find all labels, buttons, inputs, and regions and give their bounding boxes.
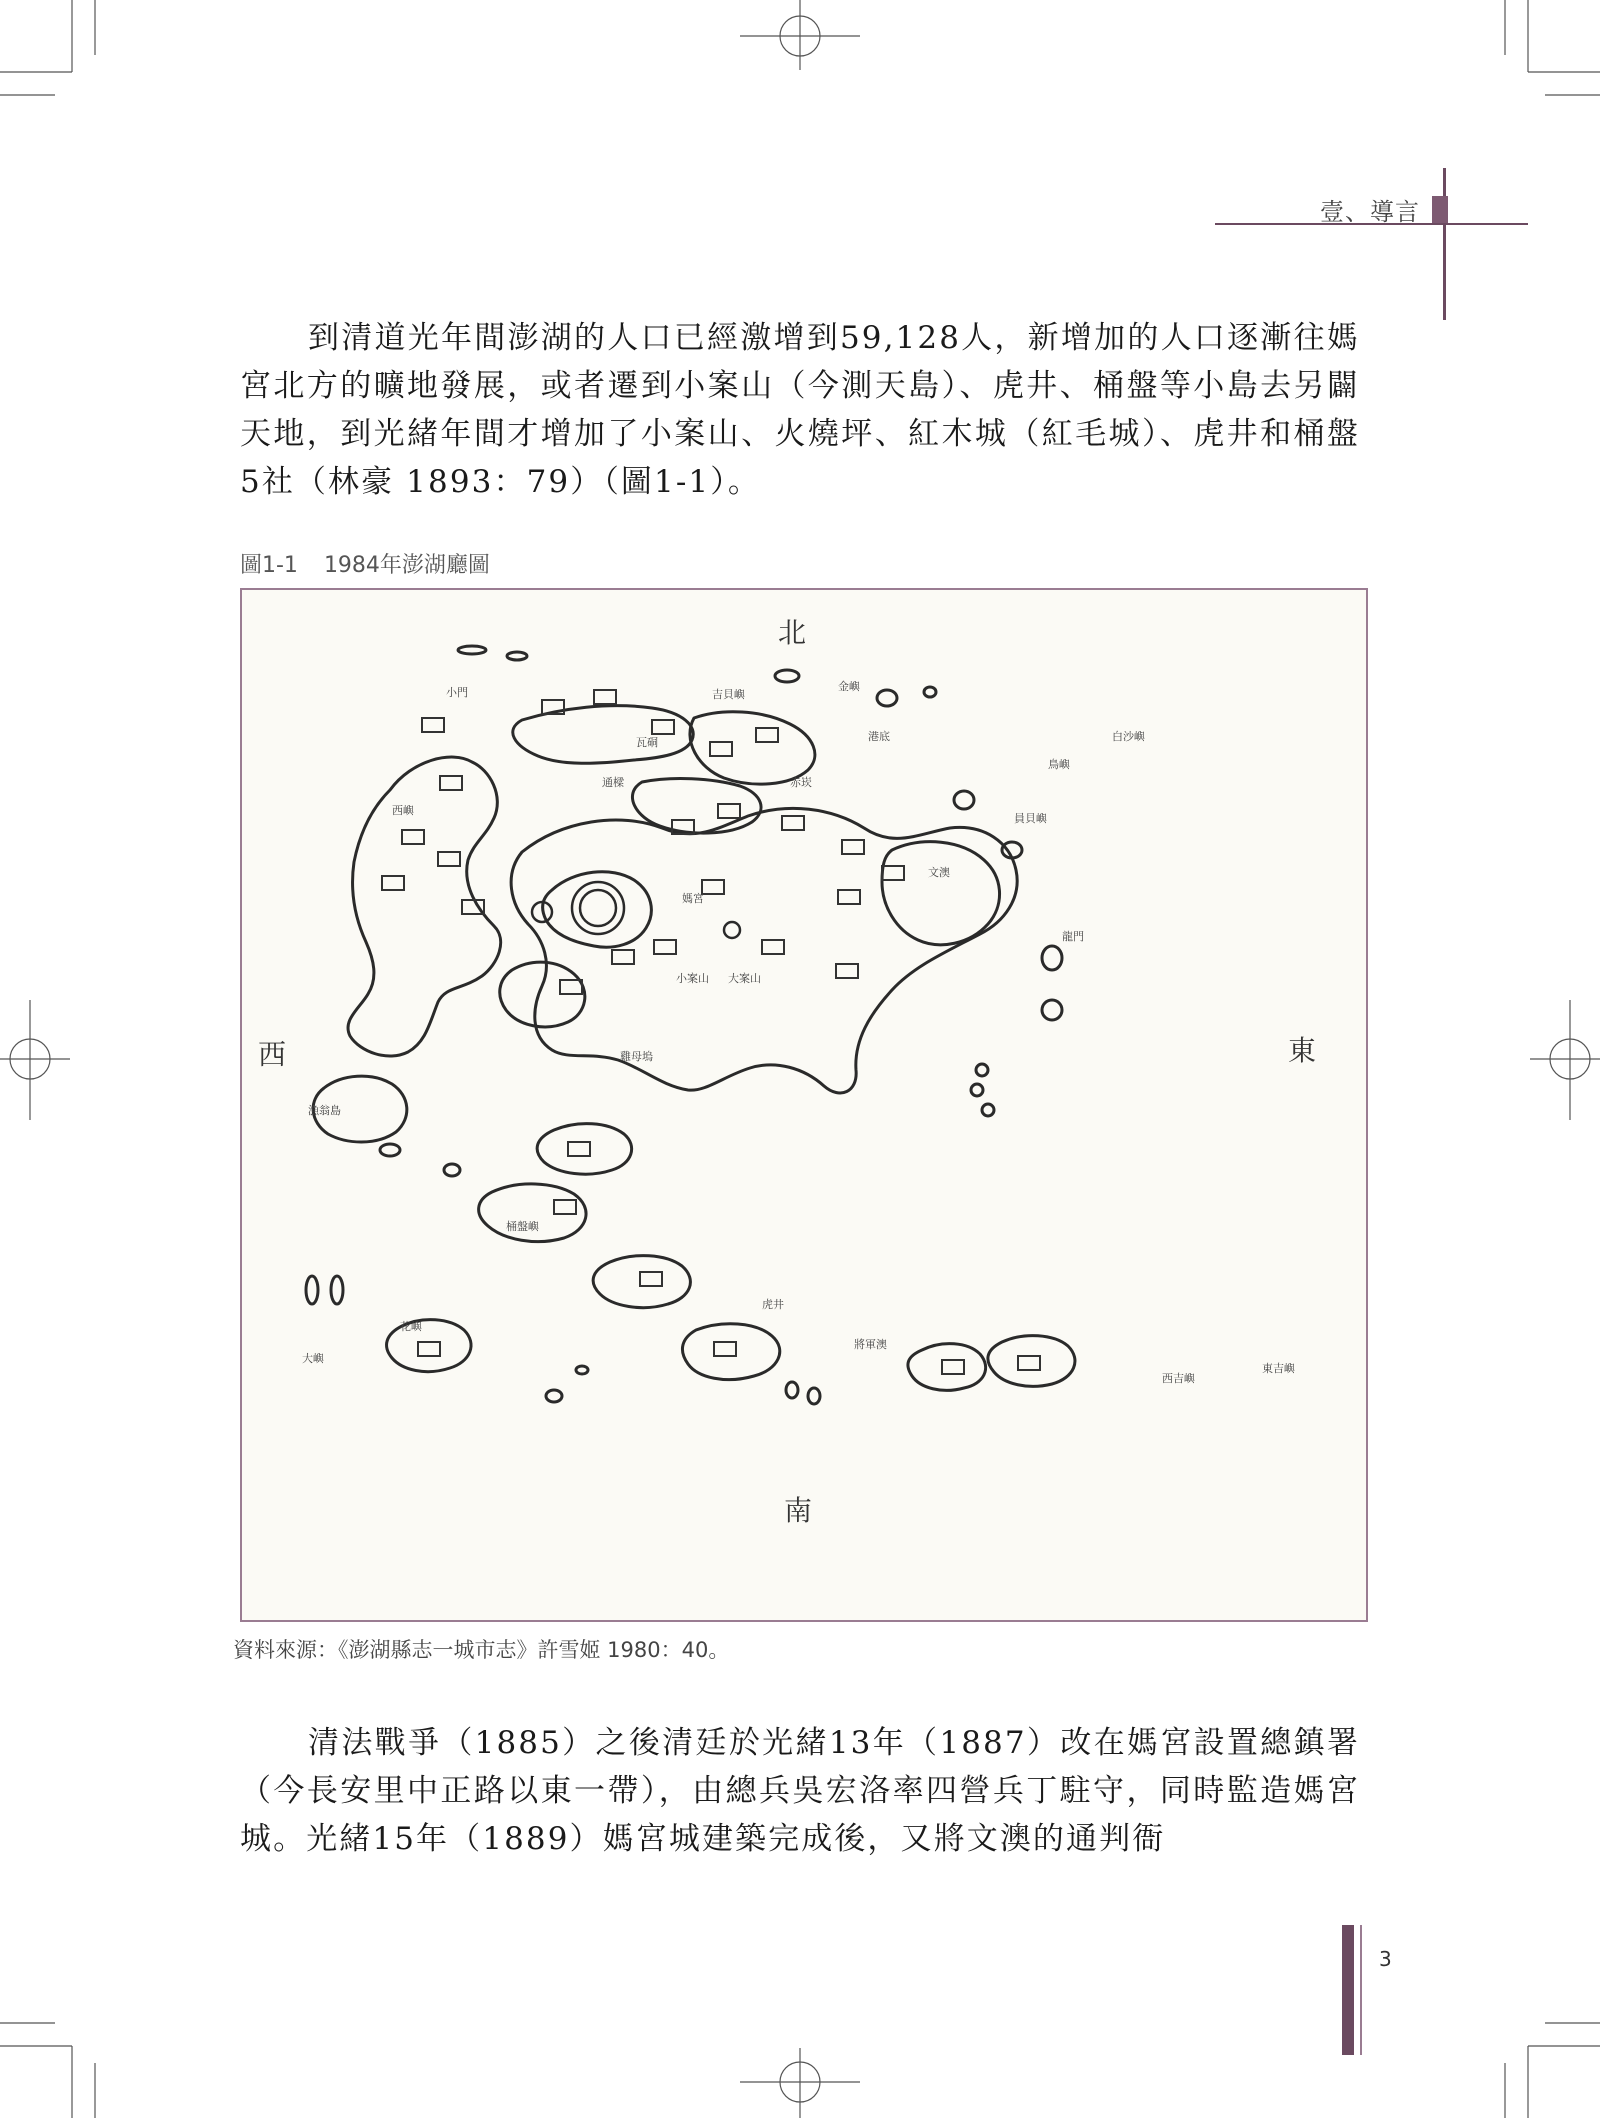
map-label: 虎井 bbox=[762, 1298, 784, 1311]
map-label: 赤崁 bbox=[790, 776, 812, 789]
map-label: 金嶼 bbox=[838, 680, 860, 693]
compass-west: 西 bbox=[257, 1038, 287, 1071]
map-label: 東吉嶼 bbox=[1262, 1362, 1295, 1375]
footer-rule bbox=[1360, 1925, 1362, 2055]
map-figure bbox=[240, 588, 1368, 1622]
map-label: 西嶼 bbox=[392, 804, 414, 817]
header-vertical-bar bbox=[1443, 168, 1446, 320]
map-label: 花嶼 bbox=[400, 1320, 422, 1333]
map-label: 媽宮 bbox=[682, 892, 704, 905]
header-accent-block bbox=[1432, 196, 1448, 223]
map-label: 通樑 bbox=[602, 776, 624, 789]
map-label: 小案山 bbox=[676, 972, 709, 985]
map-label: 龍門 bbox=[1062, 930, 1084, 943]
magong-city-symbol bbox=[532, 882, 740, 938]
island-hujing bbox=[537, 1124, 631, 1175]
map-label: 港底 bbox=[868, 730, 890, 743]
figure-source: 資料來源：《澎湖縣志一城市志》許雪姬 1980：40。 bbox=[233, 1638, 730, 1662]
island-xiyu bbox=[348, 757, 501, 1056]
body-paragraph: 到清道光年間澎湖的人口已經激增到59,128人，新增加的人口逐漸往媽宮北方的曠地發展，或者遷到小案山（今測天島）、虎井、桶盤等小島去另闢天地，到光緒年間才增加了小案山、火燒坪、紅木城（紅毛城）、虎井和桶盤5社（林豪 1893：79）（圖1-1）。 bbox=[240, 320, 1360, 500]
island-dayu bbox=[593, 1256, 690, 1308]
map-label: 桶盤嶼 bbox=[506, 1220, 539, 1233]
map-label: 小門 bbox=[446, 686, 468, 699]
figure-title: 1984年澎湖廳圖 bbox=[323, 553, 490, 578]
compass-south: 南 bbox=[783, 1494, 813, 1527]
map-label: 鳥嶼 bbox=[1048, 758, 1070, 771]
map-label: 將軍澳 bbox=[854, 1338, 887, 1351]
map-label: 瓦硐 bbox=[636, 736, 658, 749]
island-chikan bbox=[690, 712, 815, 784]
map-label: 文澳 bbox=[928, 866, 950, 879]
island-main bbox=[511, 808, 1017, 1093]
island-xiji bbox=[908, 1344, 986, 1391]
map-label: 吉貝嶼 bbox=[712, 688, 745, 701]
island-jiangjun bbox=[682, 1324, 779, 1380]
figure-caption bbox=[240, 548, 490, 579]
map-label: 白沙嶼 bbox=[1112, 730, 1145, 743]
body-paragraph: 清法戰爭（1885）之後清廷於光緒13年（1887）改在媽宮設置總鎮署（今長安里中正路以東一帶），由總兵吳宏洛率四營兵丁駐守，同時監造媽宮城。光緒15年（1889）媽宮城建築完成後，又將文澳的通判衙 bbox=[240, 1725, 1360, 1857]
figure-number: 圖1-1 bbox=[240, 553, 298, 578]
chapter-title: 壹、導言 bbox=[1320, 198, 1420, 226]
map-label: 漁翁島 bbox=[308, 1104, 341, 1117]
footer-accent-bar bbox=[1342, 1925, 1354, 2055]
map-label: 西吉嶼 bbox=[1162, 1372, 1195, 1385]
penghu-map bbox=[242, 590, 1366, 1620]
compass-north: 北 bbox=[777, 616, 807, 649]
map-label: 大案山 bbox=[728, 972, 761, 985]
island-dongji bbox=[988, 1336, 1075, 1387]
map-label: 雞母塢 bbox=[620, 1050, 653, 1063]
page-number: 3 bbox=[1379, 1947, 1392, 1971]
island-east bbox=[882, 842, 1000, 945]
compass-east: 東 bbox=[1287, 1034, 1317, 1067]
map-label: 員貝嶼 bbox=[1014, 812, 1047, 825]
map-label: 大嶼 bbox=[302, 1352, 324, 1365]
